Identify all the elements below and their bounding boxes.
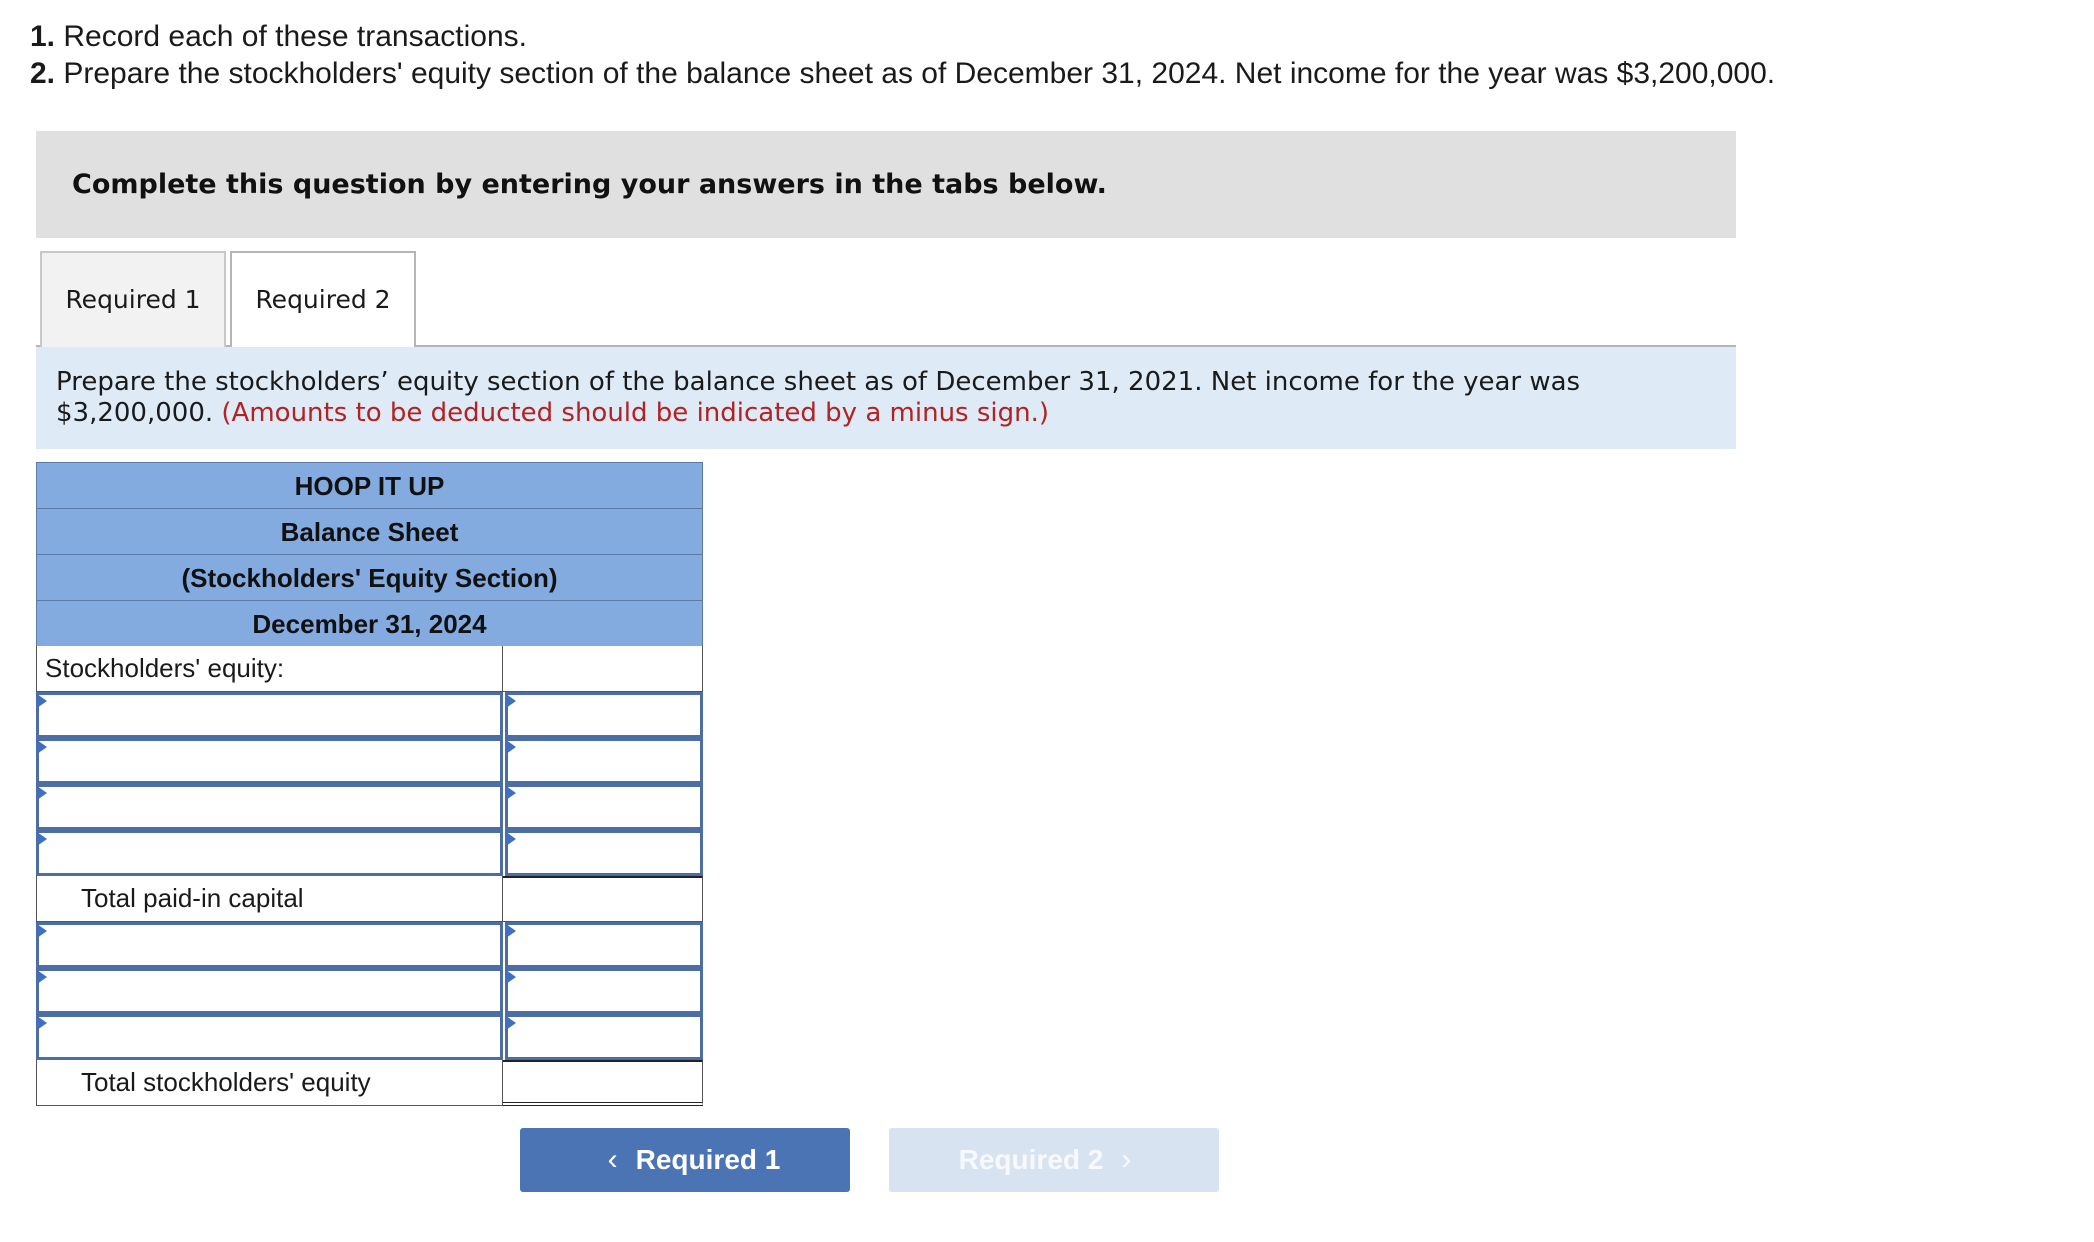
tab-bar (36, 251, 1736, 347)
balance-sheet-worksheet (36, 462, 703, 1106)
account-input[interactable] (36, 738, 503, 784)
statement-subtitle: (Stockholders' Equity Section) (36, 554, 703, 600)
question-prompt (36, 347, 1736, 449)
instructions (30, 18, 1775, 92)
previous-required-button[interactable] (520, 1128, 850, 1192)
prompt-note: (Amounts to be deducted should be indicated by a minus sign.) (221, 398, 1050, 428)
account-input[interactable] (36, 692, 503, 738)
amount-input[interactable] (505, 968, 703, 1014)
equity-heading-row (36, 646, 703, 692)
amount-input[interactable] (505, 784, 703, 830)
total-paid-in-label: Total paid-in capital (36, 876, 503, 922)
equity-row (36, 922, 703, 968)
amount-input[interactable] (505, 738, 703, 784)
statement-title: Balance Sheet (36, 508, 703, 554)
prompt-text: Prepare the stockholders’ equity section of the balance sheet as of December 31, 2021. Net income for the year was $3,200,000. (56, 367, 1581, 428)
instruction-2: 2. Prepare the stockholders' equity section of the balance sheet as of December 31, 2024. Net income for the year was $3,200,000. (30, 57, 1776, 90)
account-input[interactable] (36, 830, 503, 876)
total-paid-in-row (36, 876, 703, 922)
amount-input[interactable] (505, 1014, 703, 1060)
previous-required-label: Required 1 (635, 1144, 781, 1175)
total-paid-in-amount (503, 876, 703, 922)
account-input[interactable] (36, 968, 503, 1014)
instruction-banner: Complete this question by entering your answers in the tabs below. (36, 131, 1736, 238)
equity-heading-label: Stockholders' equity: (36, 646, 503, 692)
equity-row (36, 1014, 703, 1060)
equity-row (36, 968, 703, 1014)
paid-in-row (36, 784, 703, 830)
amount-input[interactable] (505, 922, 703, 968)
account-input[interactable] (36, 784, 503, 830)
paid-in-row (36, 738, 703, 784)
amount-input[interactable] (505, 692, 703, 738)
tab-required-1[interactable]: Required 1 (40, 251, 226, 347)
amount-input[interactable] (505, 830, 703, 876)
chevron-right-icon: › (1121, 1143, 1132, 1176)
total-equity-label: Total stockholders' equity (36, 1060, 503, 1106)
instruction-1: 1. Record each of these transactions. (30, 20, 527, 53)
tab-required-2[interactable]: Required 2 (230, 251, 416, 349)
equity-heading-blank (503, 646, 703, 692)
next-required-button[interactable] (889, 1128, 1219, 1192)
total-equity-row (36, 1060, 703, 1106)
company-name: HOOP IT UP (36, 462, 703, 508)
total-equity-amount (503, 1060, 703, 1106)
paid-in-row (36, 692, 703, 738)
chevron-left-icon: ‹ (607, 1143, 618, 1176)
next-required-label: Required 2 (958, 1144, 1104, 1175)
statement-date: December 31, 2024 (36, 600, 703, 646)
account-input[interactable] (36, 922, 503, 968)
account-input[interactable] (36, 1014, 503, 1060)
paid-in-row (36, 830, 703, 876)
